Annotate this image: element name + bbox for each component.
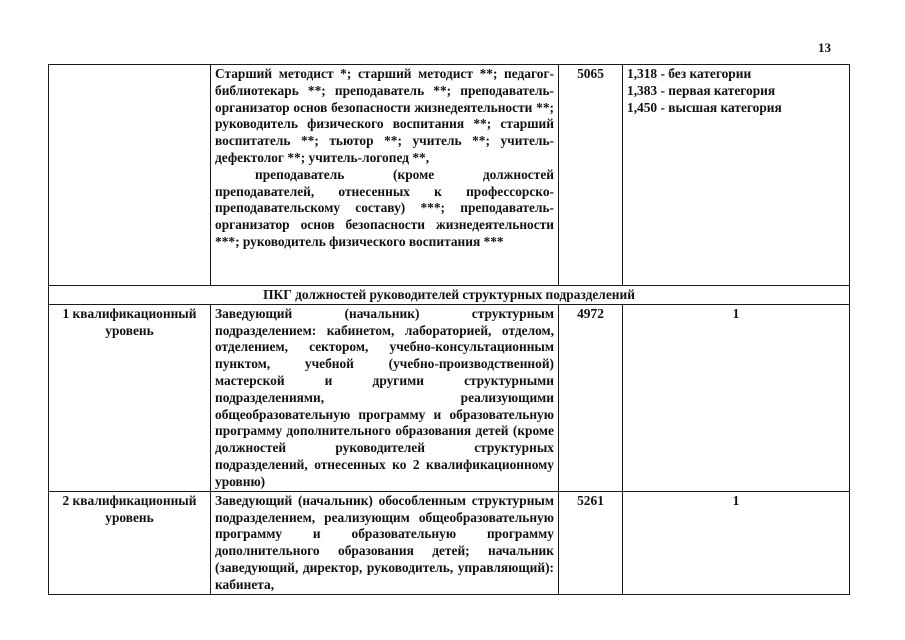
salary-cell: 4972 [559,304,623,491]
salary-table [48,64,850,595]
level-cell: 1 квалификационный уровень [49,304,211,491]
salary-cell: 5065 [559,65,623,286]
coefficient-cell: 1 [623,304,850,491]
coefficient-cell: 1 [623,491,850,594]
page-number: 13 [818,40,831,55]
coefficient-line: 1,383 - первая категория [627,82,776,98]
level-cell [49,65,211,286]
posts-cell: Заведующий (начальник) обособленным структурным подразделением, реализующим общеобразовательную программу и образовательную программу дополнительного образования детей; начальник (заведующий, директор, руководитель, управляющий): кабинета, [211,491,559,594]
posts-text: Старший методист *; старший методист **; педагог-библиотекарь **; преподаватель **; преподаватель-организатор основ безопасности жизнедеятельности **; руководитель физического воспитания **; старший воспитатель **; тьютор **; учитель **; учитель-дефектолог **; учитель-логопед **, [215,66,554,165]
group-header-row [49,286,850,305]
posts-cell [211,65,559,286]
group-header: ПКГ должностей руководителей структурных подразделений [49,286,850,305]
coefficient-line: 1,318 - без категории [627,66,752,81]
coefficient-line: 1,450 - высшая категория [627,99,782,115]
table-row [49,491,850,594]
table-row [49,65,850,286]
posts-cell: Заведующий (начальник) структурным подразделением: кабинетом, лабораторией, отделом, отделением, сектором, учебно-консультационным пунктом, учебной (учебно-производственной) мастерской и другими структурными подразделениями, реализующими общеобразовательную программу и образовательную программу дополнительного образования детей (кроме должностей руководителей структурных подразделений, отнесенных ко 2 квалификационному уровню) [211,304,559,491]
salary-cell: 5261 [559,491,623,594]
level-cell: 2 квалификационный уровень [49,491,211,594]
table-row [49,304,850,491]
coefficient-cell [623,65,850,286]
posts-text: преподаватель (кроме должностей преподавателей, отнесенных к профессорско-преподавательскому составу) ***; преподаватель-организатор основ безопасности жизнедеятельности ***; руководитель физического воспитания *** [215,166,554,249]
